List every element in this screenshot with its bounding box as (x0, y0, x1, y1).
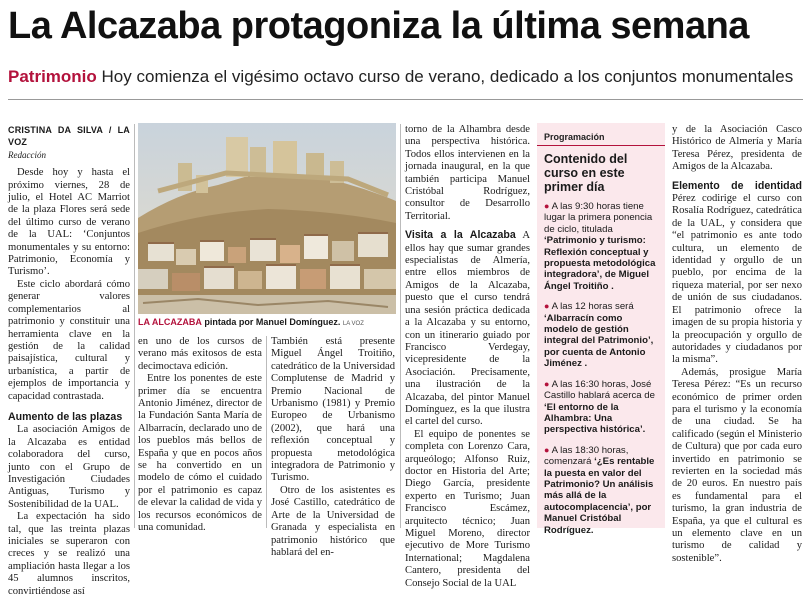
sidebar-tag: Programación (537, 123, 665, 146)
alcazaba-painting-image (138, 123, 396, 314)
paragraph: torno de la Alhambra desde una perspectiva histórica. Todos ellos intervienen en la jornada inaugural, en la que también participa Manuel Cristóbal Rodríguez, consultor de Desarrollo Territorial. (405, 124, 530, 222)
paragraph: Pérez codirige el curso con Rosalía Rodríguez, catedrática de la UAL, y considera que “el patrimonio es ante todo cultura, un elemento de identidad y orgullo de un pueblo, por encima de la riqueza material, por ser nexo de unión de sus ciudadanos. El patrimonio ofrece la imagen de su propia historia y la preocupación y orgullo de autoridades y ciudadanos por la misma”. (672, 193, 802, 366)
headline: La Alcazaba protagoniza la última semana (8, 5, 749, 47)
program-item-title: ‘Patrimonio y turismo: Reflexión conceptual y propuesta metodológica integradora’, de Miguel Ángel Troitiño . (544, 235, 656, 292)
program-item (537, 301, 665, 369)
program-item (537, 379, 665, 436)
program-item-title: ‘Albarracín como modelo de gestión integral del Patrimonio’, por cuenta de Antonio Jiménez . (544, 312, 654, 370)
program-item-lead: A las 18:30 horas, comenzará (544, 444, 629, 468)
paragraph: Otro de los asistentes es José Castillo, catedrático de Arte de la Universidad de Granada y especialista en patrimonio histórico que hablará del en- (271, 484, 395, 558)
program-item-lead: A las 12 horas será (551, 301, 634, 313)
subheadline (8, 66, 808, 88)
sidebar-title: Contenido del curso en este primer día (544, 152, 628, 194)
article-column-1 (8, 124, 130, 598)
subheadline-text: Hoy comienza el vigésimo octavo curso de verano, dedicado a los conjuntos monumentales (101, 67, 794, 86)
paragraph: en uno de los cursos de verano más exitosos de esta decimoctava edición. (138, 336, 262, 372)
paragraph: Además, prosigue María Teresa Pérez: “Es un recurso económico de primer orden para el turismo y la economía de una ciudad. Se ha calificado (según el Ministerio de Cultura) que por cada euro invertido en patrimonio se revierten en la sociedad más de 20 euros. En nuestro país es fundamental para el turismo, la gran industria de España, ya que el cultural es un elemento clave en un turismo de calidad y sostenible”. (672, 366, 802, 564)
byline-author: CRISTINA DA SILVA / LA VOZ (8, 125, 130, 148)
paragraph: Este ciclo abordará cómo generar valores complementarios al patrimonio y constituir una herramienta clave en la gestión de la calidad paisajística, cultural y urbanística, a partir de ejemplos de importancia y capacidad contrastada. (8, 278, 130, 402)
article-column-6 (672, 124, 802, 565)
section-heading: Visita a la Alcazaba (405, 229, 516, 242)
caption-label: LA ALCAZABA (138, 317, 202, 327)
article-column-3 (271, 336, 395, 559)
photo-credit: LA VOZ (342, 321, 364, 327)
paragraph: y de la Asociación Casco Histórico de Almería y María Teresa Pérez, presidenta de Amigos de la Alcazaba. (672, 124, 802, 173)
program-item-title: ‘¿Es rentable la puesta en valor del Patrimonio? Un análisis más allá de la autocomplacencia’, por Manuel Cristóbal Rodríguez. (544, 456, 655, 536)
paragraph: A ellos hay que sumar grandes especialistas de Almería, entre ellos miembros de Amigos de la Alcazaba, puesto que el curso tendrá una sesión práctica dedicada a la Alcazaba y su entorno, con un itinerario guiado por Francisco Verdegay, vicepresidente de la Asociación. Precisamente, una ilustración de la Alcazaba, del pintor Manuel Domínguez, es la que ilustra el cartel del curso. (405, 230, 530, 428)
bullet-icon: ● (544, 201, 550, 211)
paragraph: La expectación ha sido tal, que las treinta plazas iniciales se superaron con creces y se realizó una ampliación hasta llegar a los 45 alumnos inscritos, convirtiéndose así (8, 511, 130, 597)
section-tag: Patrimonio (8, 67, 97, 86)
photo-caption (138, 317, 396, 330)
bullet-icon: ● (544, 301, 550, 312)
paragraph: También está presente Miguel Ángel Troitiño, catedrático de la Universidad Complutense de Madrid y Premio Nacional de Urbanismo (1981) y Premio Europeo de Urbanismo (2002), que hará una reflexión conceptual y propuesta metodológica integradora de Patrimonio y Turismo. (271, 336, 395, 484)
paragraph: Desde hoy y hasta el próximo viernes, 28 de julio, el Hotel AC Marriot de la plaza Flores será sede del último curso de verano de la UAL: ‘Conjuntos monumentales y su entorno: Patrimonio, Economía y Turismo’. (8, 167, 130, 278)
section-heading: Aumento de las plazas (8, 410, 123, 423)
program-item (537, 201, 665, 292)
alcazaba-painting (138, 123, 396, 314)
article-column-2 (138, 336, 262, 535)
program-item-title: ‘El entorno de la Alhambra: Una perspectiva histórica’. (544, 401, 646, 436)
column-divider (266, 336, 267, 528)
column-divider (134, 124, 135, 528)
paragraph: El equipo de ponentes se completa con Lorenzo Cara, arqueólogo; Alfonso Ruiz, doctor en Historia del Arte; Diego García, presidente experto en Turismo; Juan Francisco Escámez, arquitecto técnico; Juan Miguel Moreno, director ejecutivo de More Turismo International; Magdalena Cantero, presidenta del Consejo Social de la UAL (405, 428, 530, 589)
section-heading: Elemento de identidad (672, 179, 802, 192)
byline-role: Redacción (8, 149, 46, 160)
bullet-icon: ● (544, 378, 550, 389)
headline-divider (8, 99, 803, 100)
paragraph: La asociación Amigos de la Alcazaba es entidad colaboradora del curso, junto con el Grupo de Investigación Ciudades Antiguas, Turismo y Sostenibilidad de la UAL. (8, 424, 130, 510)
caption-text: pintada por Manuel Domínguez. (204, 317, 341, 327)
program-sidebar (537, 123, 665, 536)
article-column-4 (405, 124, 530, 590)
paragraph: Entre los ponentes de este primer día se encuentra Antonio Jiménez, director de la Fundación Santa María de Albarracín, declarado uno de los pueblos más bellos de España y que en pocos años se ha convertido en un modelo de cómo el cuidado por el patrimonio es capaz de elevar la calidad de vida y los recursos económicos de una comunidad. (138, 373, 262, 534)
column-divider (400, 124, 401, 528)
bullet-icon: ● (544, 444, 550, 455)
program-item-lead: A las 9:30 horas tiene lugar la primera ponencia de ciclo, titulada (544, 201, 653, 235)
program-item (537, 445, 665, 536)
program-item-lead: A las 16:30 horas, José Castillo hablará acerca de (544, 378, 655, 402)
